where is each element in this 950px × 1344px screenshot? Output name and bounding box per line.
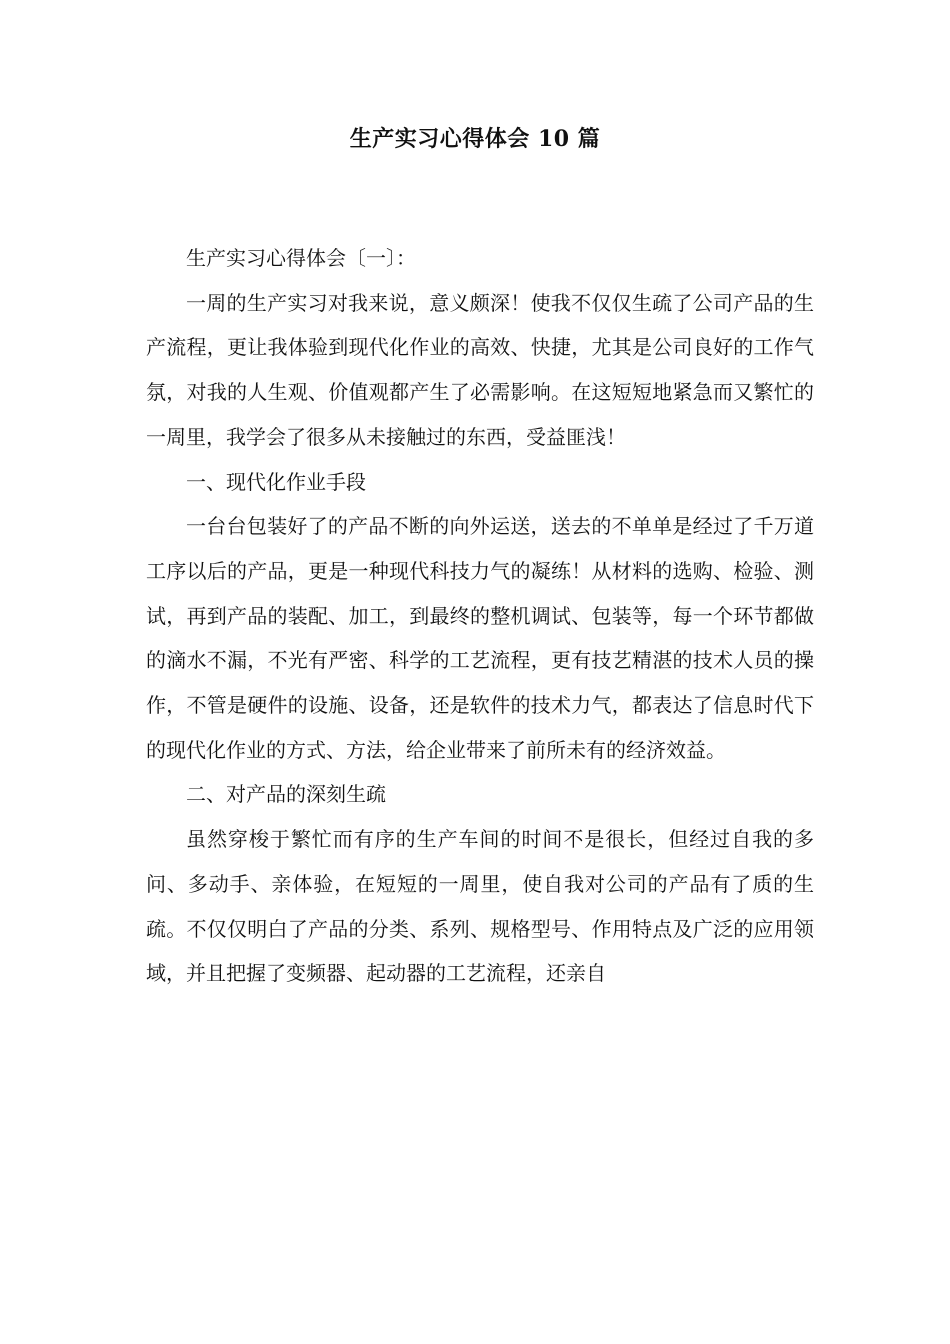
document-title: 生产实习心得体会 10 篇 <box>349 126 601 152</box>
section-heading: 生产实习心得体会〔一〕： <box>186 246 416 270</box>
body-paragraph: 虽然穿梭于繁忙而有序的生产车间的时间不是很长，但经过自我的多问、多动手、亲体验，在短短的一周里，使自我对公司的产品有了质的生疏。不仅仅明白了产品的分类、系列、规格型号、作用特点及广泛的应用领域，并且把握了变频器、起动器的工艺流程，还亲自 <box>146 827 814 986</box>
section-heading: 二、对产品的深刻生疏 <box>186 782 386 807</box>
section-heading: 一、现代化作业手段 <box>186 469 366 494</box>
document-body <box>146 236 814 996</box>
body-paragraph: 一周的生产实习对我来说，意义颇深！使我不仅仅生疏了公司产品的生产流程，更让我体验到现代化作业的高效、快捷，尤其是公司良好的工作气氛，对我的人生观、价值观都产生了必需影响。在这短短地紧急而又繁忙的一周里，我学会了很多从未接触过的东西，受益匪浅！ <box>146 290 814 449</box>
body-paragraph: 一台台包装好了的产品不断的向外运送，送去的不单单是经过了千万道工序以后的产品，更是一种现代科技力气的凝练！从材料的选购、检验、测试，再到产品的装配、加工，到最终的整机调试、包装等，每一个环节都做的滴水不漏，不光有严密、科学的工艺流程，更有技艺精湛的技术人员的操作，不管是硬件的设施、设备，还是软件的技术力气，都表达了信息时代下的现代化作业的方式、方法，给企业带来了前所未有的经济效益。 <box>146 514 814 762</box>
